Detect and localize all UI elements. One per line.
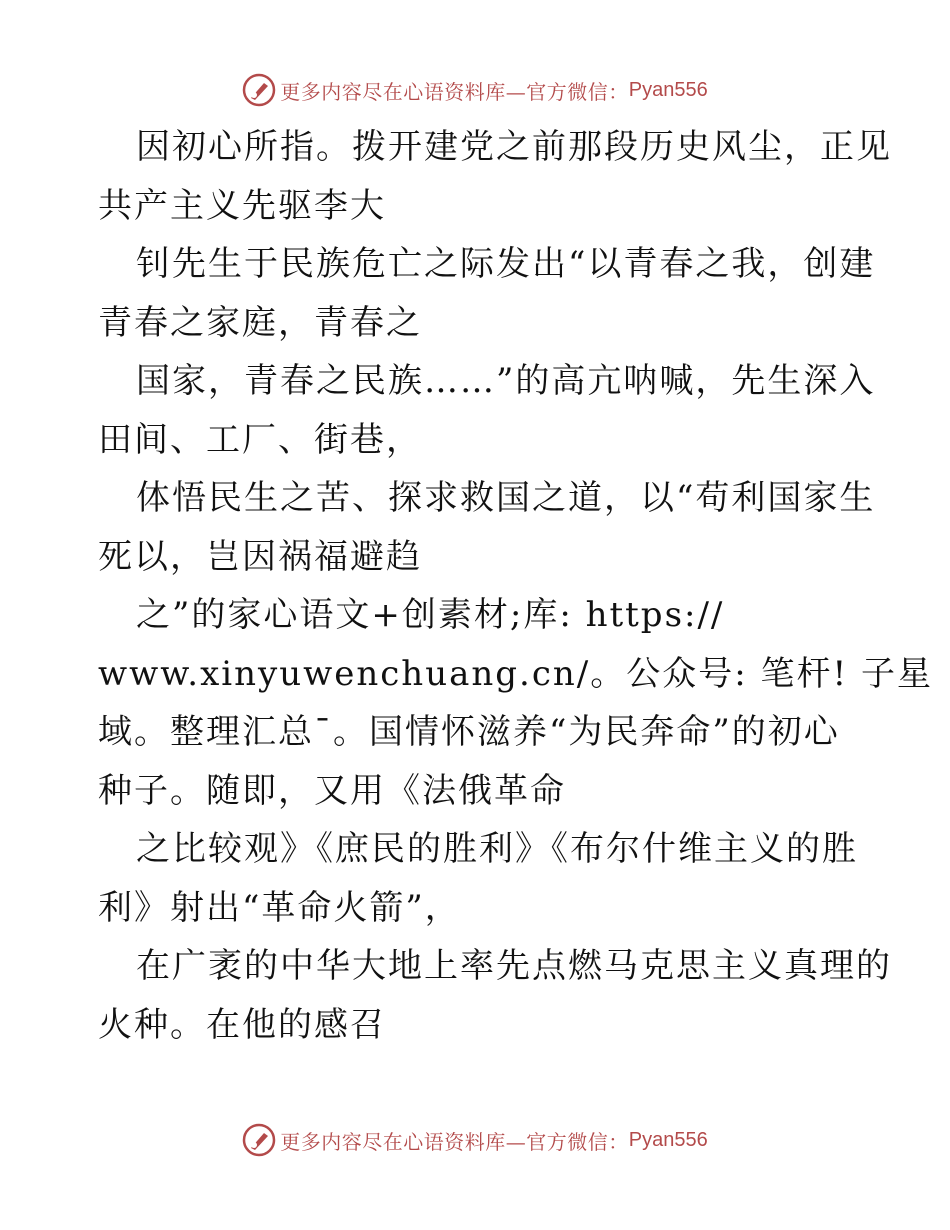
- banner-text: 更多内容尽在心语资料库—官方微信：: [280, 79, 629, 104]
- text-line: 域。整理汇总¯。国情怀滋养“为民奔命”的初心: [98, 712, 840, 752]
- pen-logo-icon: [242, 73, 276, 107]
- document-body: [98, 118, 933, 1054]
- text-line: 因初心所指。拨开建党之前那段历史风尘，正见: [136, 127, 892, 167]
- text-line: 种子。随即，又用《法俄革命: [98, 770, 566, 811]
- banner-wechat-id: Pyan556: [628, 1128, 708, 1151]
- text-line: 田间、工厂、街巷，: [98, 419, 422, 460]
- banner-text: 更多内容尽在心语资料库—官方微信：: [280, 1129, 629, 1154]
- text-line: 钊先生于民族危亡之际发出“以青春之我，创建: [136, 244, 876, 284]
- header-banner: [0, 70, 950, 110]
- text-line: 火种。在他的感召: [98, 1004, 386, 1045]
- text-line: 国家，青春之民族……”的高亢呐喊，先生深入: [136, 361, 876, 401]
- text-line: 利》射出“革命火箭”，: [98, 887, 461, 928]
- text-line: 青春之家庭，青春之: [98, 302, 422, 343]
- text-line: 在广袤的中华大地上率先点燃马克思主义真理的: [136, 946, 892, 986]
- text-line: 之”的家心语文+创素材;库: https://: [136, 595, 725, 635]
- pen-logo-icon: [242, 1123, 276, 1157]
- text-line: 死以，岂因祸福避趋: [98, 536, 422, 577]
- banner-wechat-id: Pyan556: [628, 78, 708, 101]
- text-line: www.xinyuwenchuang.cn/。公众号: 笔杆! 子星: [98, 653, 933, 694]
- text-line: 共产主义先驱李大: [98, 185, 386, 226]
- text-line: 体悟民生之苦、探求救国之道，以“苟利国家生: [136, 478, 876, 518]
- footer-banner: [0, 1120, 950, 1160]
- text-line: 之比较观》《庶民的胜利》《布尔什维主义的胜: [136, 829, 858, 869]
